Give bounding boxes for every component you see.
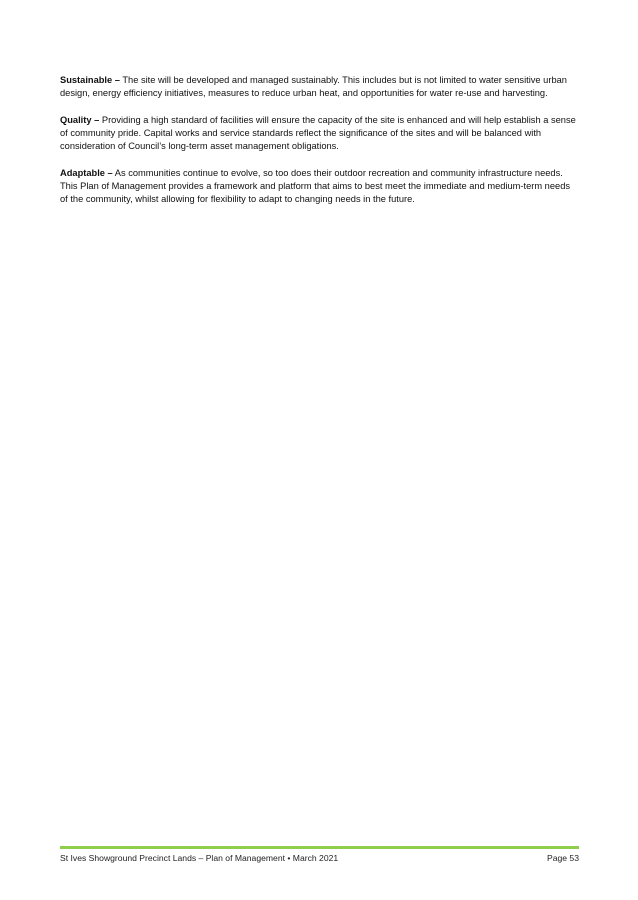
paragraph-sustainable-text: The site will be developed and managed sustainably. This includes but is not limited to water sensitive urban design, energy efficiency initiatives, measures to reduce urban heat, and opportunities for water re-use and harvesting.	[60, 75, 567, 98]
footer-page-number: Page 53	[546, 853, 579, 863]
footer-divider	[60, 846, 579, 849]
paragraph-sustainable	[60, 74, 580, 100]
footer-document-title: St Ives Showground Precinct Lands – Plan of Management • March 2021	[60, 853, 339, 863]
paragraph-quality-text: Providing a high standard of facilities will ensure the capacity of the site is enhanced and will help establish a sense of community pride. Capital works and service standards reflect the significance of the sites and will be balanced with consideration of Council’s long-term asset management obligations.	[60, 115, 576, 151]
term-adaptable: Adaptable –	[60, 168, 113, 178]
page-body	[60, 74, 580, 220]
term-quality: Quality –	[60, 115, 100, 125]
paragraph-adaptable	[60, 167, 580, 206]
term-sustainable: Sustainable –	[60, 75, 120, 85]
paragraph-adaptable-text: As communities continue to evolve, so too does their outdoor recreation and community infrastructure needs. This Plan of Management provides a framework and platform that aims to best meet the immediate and medium-term needs of the community, whilst allowing for flexibility to adapt to changing needs in the future.	[60, 168, 571, 204]
paragraph-quality	[60, 114, 580, 153]
page-footer	[60, 852, 579, 864]
